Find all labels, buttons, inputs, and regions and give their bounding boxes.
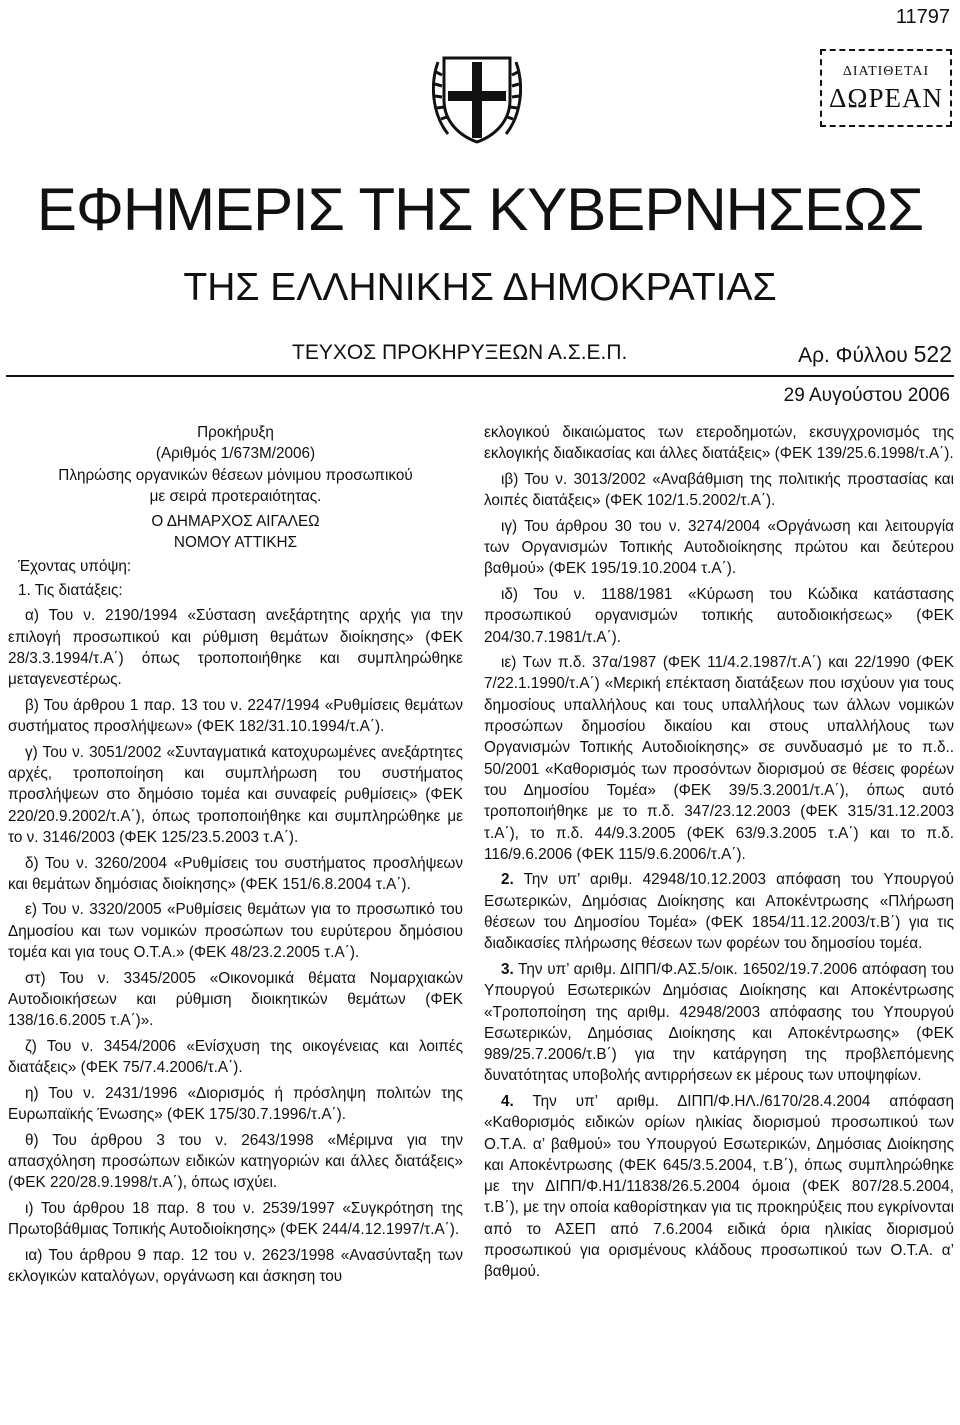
gazette-subtitle: ΤΗΣ ΕΛΛΗΝΙΚΗΣ ΔΗΜΟΚΡΑΤΙΑΣ [183, 266, 777, 309]
numbered-provision [484, 1091, 954, 1283]
numbered-provision-number: 3. [501, 960, 514, 978]
notice-subject: Πληρώσης οργανικών θέσεων μόνιμου προσωπικού [58, 466, 413, 484]
numbered-provision-number: 4. [501, 1092, 514, 1110]
provision-item-continued: εκλογικού δικαιώματος των ετεροδημοτών, εκσυγχρονισμός της εκλογικής διαδικασίας και άλλες διατάξεις» (ΦΕΚ 139/25.6.1998/τ.Α΄). [484, 424, 954, 463]
provision-item: ιε) Των π.δ. 37α/1987 (ΦΕΚ 11/4.2.1987/τ.Α΄) και 22/1990 (ΦΕΚ 7/22.1.1990/τ.Α΄) «Μερική επέκταση διατάξεων που ισχύουν για τους δημοσίους υπαλλήλους και τους υπαλλήλους των άλλων νομικών προσώπων δημοσίου δικαίου και στους υπαλλήλους των Οργανισμών Τοπικής Αυτοδιοίκησης» σε συνδυασμό με το π.δ.. 50/2001 «Καθορισμός των προσόντων διορισμού σε θέσεις φορέων του Δημοσίου Τομέα» (ΦΕΚ 39/5.3.2001/τ.Α΄), όπως αυτό τροποποιήθηκε με το π.δ. 347/23.12.2003 (ΦΕΚ 315/31.12.2003 τ.Α΄), το π.δ. 44/9.3.2005 (ΦΕΚ 63/9.3.2005 τ.Α΄) και το π.δ. 116/9.6.2006 (ΦΕΚ 115/9.6.2006/τ.Α΄). [484, 654, 954, 863]
notice-title: Προκήρυξη [197, 424, 274, 441]
greek-coat-of-arms-icon [432, 52, 522, 144]
numbered-provision-text: Την υπ’ αριθμ. 42948/10.12.2003 απόφαση του Υπουργού Εσωτερικών, Δημόσιας Διοίκησης και Αποκέντρωσης «Πλήρωση θέσεων του Δημοσίου Τομέα» (ΦΕΚ 1854/11.12.2003/τ.Β΄) για τις διαδικασίες πλήρωσης θέσεων των φορέων του δημοσίου τομέα. [484, 871, 954, 953]
provision-item: ιβ) Του ν. 3013/2002 «Αναβάθμιση της πολιτικής προστασίας και λοιπές διατάξεις» (ΦΕΚ 102/1.5.2002/τ.Α΄). [484, 470, 954, 510]
authority-mayor: Ο ΔΗΜΑΡΧΟΣ ΑΙΓΑΛΕΩ [151, 513, 320, 531]
sheet-label: Αρ. Φύλλου [798, 344, 908, 367]
provision-item: ιδ) Του ν. 1188/1981 «Κύρωση του Κώδικα κατάστασης προσωπικού οργανισμών τοπικής αυτοδιοικήσεως» (ΦΕΚ 204/30.7.1981/τ.Α΄). [484, 585, 954, 646]
numbered-provision [484, 959, 954, 1087]
sheet-number: 522 [913, 341, 952, 367]
provision-item: ιγ) Του άρθρου 30 του ν. 3274/2004 «Οργάνωση και λειτουργία των Οργανισμών Τοπικής Αυτοδιοίκησης πρώτου και δεύτερου βαθμού» (ΦΕΚ 195/19.10.2004 τ.Α΄). [484, 517, 954, 578]
left-column [8, 422, 463, 1292]
notice-heading [8, 422, 463, 554]
numbered-provision-text: Την υπ’ αριθμ. ΔΙΠΠ/Φ.ΗΛ./6170/28.4.2004 απόφαση «Καθορισμός ειδικών ορίων ηλικίας διορισμού προσωπικού των Ο.Τ.Α. α’ βαθμού» του Υπουργού Εσωτερικών, Δημόσιας Διοίκησης και Αποκέντρωσης (ΦΕΚ 645/3.5.2004, τ.Β΄), όπως συμπληρώθηκε με την ΔΙΠΠ/Φ.Η1/11838/26.5.2004 όμοια (ΦΕΚ 807/28.5.2004, τ.Β΄), με την οποία καθορίστηκαν για τις προκηρύξεις που εγκρίνονται από το ΑΣΕΠ από 7.6.2004 ειδικά όρια ηλικίας διορισμού προσωπικού για ορισμένους κλάδους προσωπικού των Ο.Τ.Α. α’ βαθμού. [484, 1092, 954, 1281]
free-distribution-line1: ΔΙΑΤΙΘΕΤΑΙ [842, 64, 930, 79]
notice-number: (Αριθμός 1/673Μ/2006) [155, 445, 316, 463]
right-column [484, 422, 954, 1287]
page-number: 11797 [895, 6, 950, 28]
notice-subject-cont: με σειρά προτεραιότητας. [149, 487, 322, 505]
authority-prefecture: ΝΟΜΟΥ ΑΤΤΙΚΗΣ [173, 534, 298, 552]
gazette-title: ΕΦΗΜΕΡΙΣ ΤΗΣ ΚΥΒΕΡΝΗΣΕΩΣ [36, 176, 924, 243]
provision-item: δ) Του ν. 3260/2004 «Ρυθμίσεις του συστήματος προσλήψεων και θεμάτων δημόσιας διοίκησης» (ΦΕΚ 151/6.8.2004 τ.Α΄). [8, 854, 463, 893]
provision-item: ζ) Του ν. 3454/2006 «Ενίσχυση της οικογένειας και λοιπές διατάξεις» (ΦΕΚ 75/7.4.2006/τ.Α΄). [8, 1037, 463, 1077]
issue-type: ΤΕΥΧΟΣ ΠΡΟΚΗΡΥΞΕΩΝ Α.Σ.Ε.Π. [292, 341, 628, 364]
provision-item: η) Του ν. 2431/1996 «Διορισμός ή πρόσληψη πολιτών της Ευρωπαϊκής Ένωσης» (ΦΕΚ 175/30.7.1996/τ.Α΄). [8, 1084, 463, 1123]
provision-item: β) Του άρθρου 1 παρ. 13 του ν. 2247/1994 «Ρυθμίσεις θεμάτων συστήματος προσλήψεων» (ΦΕΚ 182/31.10.1994/τ.Α΄). [8, 696, 463, 736]
free-distribution-line2: ΔΩΡΕΑΝ [829, 83, 943, 113]
provisions-label: 1. Τις διατάξεις: [18, 582, 123, 600]
provision-item: ια) Του άρθρου 9 παρ. 12 του ν. 2623/1998 «Ανασύνταξη των εκλογικών καταλόγων, οργάνωση και άσκηση του [8, 1246, 463, 1285]
numbered-provision-text: Την υπ’ αριθμ. ΔΙΠΠ/Φ.ΑΣ.5/οικ. 16502/19.7.2006 απόφαση του Υπουργού Εσωτερικών Δημόσιας Διοίκησης και Αποκέντρωσης «Τροποποίηση της αριθμ. 42948/2003 απόφασης του Υπουργού Εσωτερικών, Δημόσιας Διοίκησης και Αποκέντρωσης» (ΦΕΚ 989/25.7.2006/τ.Β΄) για την κατάργηση της προβλεπόμενης δυνατότητας υποβολής αντιρρήσεων εκ μέρους των υποψηφίων. [484, 960, 954, 1085]
numbered-provision-number: 2. [501, 871, 514, 889]
issue-date: 29 Αυγούστου 2006 [783, 385, 950, 406]
masthead-divider [6, 375, 954, 377]
numbered-provision [484, 869, 954, 954]
provision-item: θ) Του άρθρου 3 του ν. 2643/1998 «Μέριμνα για την απασχόληση προσώπων ειδικών κατηγοριών και άλλες διατάξεις» (ΦΕΚ 220/28.9.1998/τ.Α΄), όπως ισχύει. [8, 1131, 463, 1192]
provision-item: α) Του ν. 2190/1994 «Σύσταση ανεξάρτητης αρχής για την επιλογή προσωπικού και ρύθμιση θεμάτων διοίκησης» (ΦΕΚ 28/3.3.1994/τ.Α΄) όπως τροποποιήθηκε και συμπληρώθηκε μεταγενεστέρως. [8, 607, 463, 689]
considering-label: Έχοντας υπόψη: [18, 557, 132, 575]
provision-item: ε) Του ν. 3320/2005 «Ρυθμίσεις θεμάτων για το προσωπικό του Δημοσίου και των νομικών προσώπων του ευρύτερου δημόσιου τομέα και για τους Ο.Τ.Α.» (ΦΕΚ 48/23.2.2005 τ.Α΄). [8, 901, 463, 962]
provision-item: ι) Του άρθρου 18 παρ. 8 του ν. 2539/1997 «Συγκρότηση της Πρωτοβάθμιας Τοπικής Αυτοδιοίκησης» (ΦΕΚ 244/4.12.1997/τ.Α΄). [8, 1199, 463, 1239]
free-distribution-box [820, 49, 952, 127]
sheet-number-line [798, 341, 952, 368]
provision-item: στ) Του ν. 3345/2005 «Οικονομικά θέματα Νομαρχιακών Αυτοδιοικήσεων και ρύθμιση διοικητικών θεμάτων (ΦΕΚ 138/16.6.2005 τ.Α΄)». [8, 969, 463, 1030]
provision-item: γ) Του ν. 3051/2002 «Συνταγματικά κατοχυρωμένες ανεξάρτητες αρχές, τροποποίηση και συμπλήρωση του συστήματος προσλήψεων στο δημόσιο τομέα και συναφείς ρυθμίσεις» (ΦΕΚ 220/20.9.2002/τ.Α΄), όπως τροποποιήθηκε και συμπληρώθηκε με το ν. 3146/2003 (ΦΕΚ 125/23.5.2003 τ.Α΄). [8, 743, 463, 846]
